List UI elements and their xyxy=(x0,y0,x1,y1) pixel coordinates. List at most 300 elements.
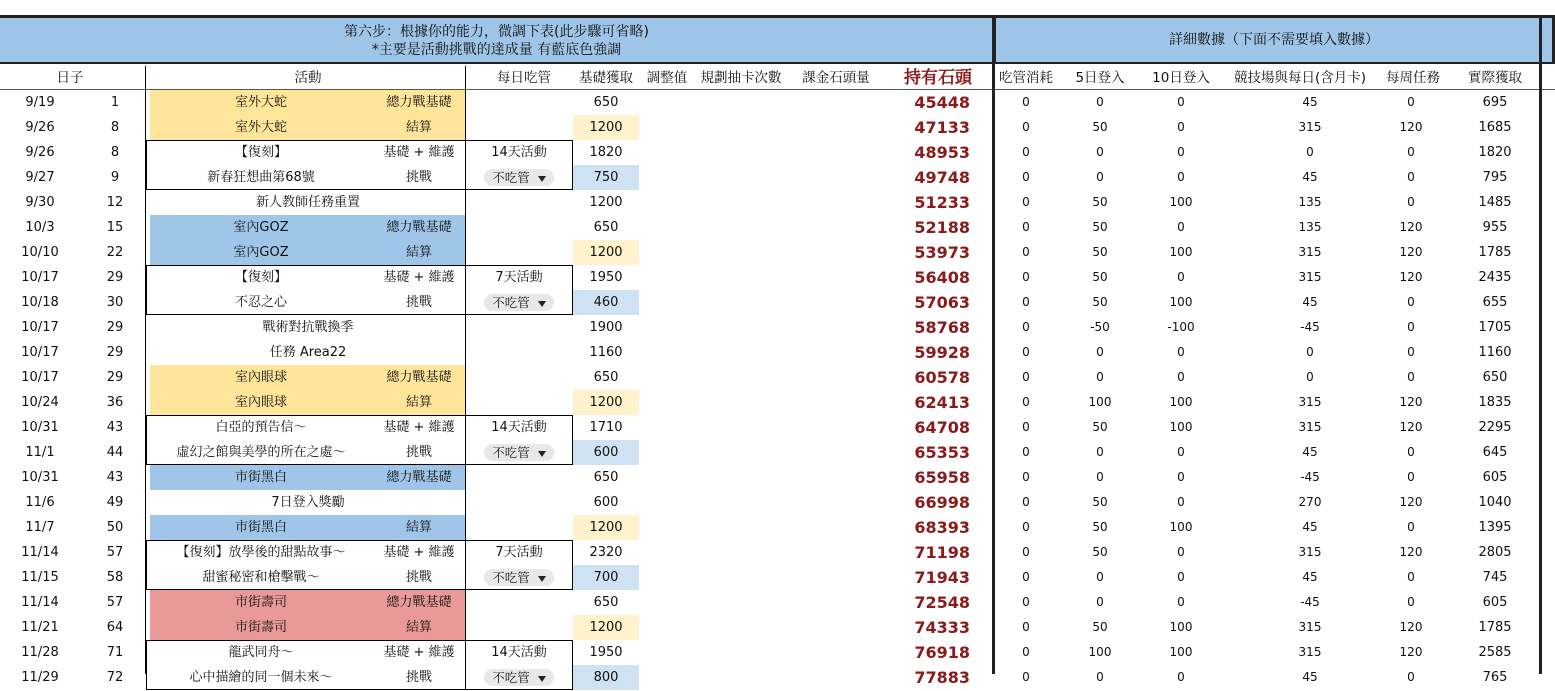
cell-day: 8 xyxy=(110,145,120,160)
cell-date: 11/1 xyxy=(25,445,55,460)
cell-eat-cost: 0 xyxy=(1022,195,1030,209)
header-base: 基礎獲取 xyxy=(579,70,633,86)
cell-actual: 695 xyxy=(1482,95,1508,110)
cell-activity: 市街黑白 xyxy=(150,515,372,540)
table-row xyxy=(0,365,1555,390)
cell-activity: 新人教師任務重置 xyxy=(255,195,360,210)
cell-date: 10/17 xyxy=(21,320,59,335)
cell-login5: 0 xyxy=(1096,595,1104,609)
cell-login10: 100 xyxy=(1169,245,1193,259)
cell-activity: 龍武同舟～ xyxy=(228,645,294,660)
cell-login5: -50 xyxy=(1090,320,1110,334)
table-row xyxy=(0,390,1555,415)
cell-date: 11/14 xyxy=(21,545,59,560)
step-line-2: *主要是活動挑戰的達成量 有藍底色強調 xyxy=(371,42,622,58)
daily-dropdown-value[interactable] xyxy=(484,169,554,186)
table-row xyxy=(0,515,1555,540)
cell-arena-daily: 45 xyxy=(1302,570,1318,584)
cell-arena-daily: 45 xyxy=(1302,295,1318,309)
header-login10: 10日登入 xyxy=(1152,70,1210,86)
cell-eat-cost: 0 xyxy=(1022,295,1030,309)
cell-arena-daily: 0 xyxy=(1306,345,1314,359)
cell-activity: 【復刻】放學後的甜點故事～ xyxy=(176,545,346,560)
cell-eat-cost: 0 xyxy=(1022,270,1030,284)
table-row xyxy=(0,615,1555,640)
cell-base: 650 xyxy=(593,95,619,110)
cell-date: 11/6 xyxy=(25,495,55,510)
table-row xyxy=(0,290,1555,315)
cell-arena-daily: 315 xyxy=(1298,645,1322,659)
cell-activity: 【復刻】 xyxy=(234,270,287,285)
cell-eat-cost: 0 xyxy=(1022,320,1030,334)
cell-weekly: 0 xyxy=(1407,95,1415,109)
header-weekly: 每周任務 xyxy=(1386,70,1440,86)
cell-date: 11/29 xyxy=(21,670,59,685)
cell-actual: 2805 xyxy=(1478,545,1512,560)
cell-login5: 0 xyxy=(1096,670,1104,684)
cell-actual: 645 xyxy=(1482,445,1508,460)
daily-dropdown-value[interactable] xyxy=(484,569,554,586)
cell-held-stones: 53973 xyxy=(914,243,970,262)
table-row xyxy=(0,115,1555,140)
cell-login10: 0 xyxy=(1177,670,1185,684)
cell-arena-daily: 135 xyxy=(1298,220,1322,234)
cell-type: 結算 xyxy=(372,615,466,640)
cell-date: 10/3 xyxy=(25,220,55,235)
cell-login10: 0 xyxy=(1177,595,1185,609)
cell-activity: 市街黑白 xyxy=(150,465,372,490)
cell-arena-daily: 45 xyxy=(1302,670,1318,684)
daily-dropdown-value[interactable] xyxy=(484,294,554,311)
cell-date: 10/17 xyxy=(21,370,59,385)
cell-eat-cost: 0 xyxy=(1022,570,1030,584)
cell-type: 基礎 + 維護 xyxy=(383,645,455,660)
daily-dropdown-label: 不吃管 xyxy=(492,570,530,585)
cell-arena-daily: 315 xyxy=(1298,620,1322,634)
details-title: 詳細數據（下面不需要填入數據） xyxy=(1169,32,1379,48)
cell-login10: 100 xyxy=(1169,520,1193,534)
cell-activity: 室外大蛇 xyxy=(150,115,372,140)
chevron-down-icon xyxy=(538,176,546,182)
header-grid-line xyxy=(465,66,466,90)
cell-login5: 50 xyxy=(1092,420,1108,434)
header-actual: 實際獲取 xyxy=(1468,70,1522,86)
cell-date: 9/26 xyxy=(25,145,55,160)
cell-actual: 1040 xyxy=(1478,495,1512,510)
cell-eat-cost: 0 xyxy=(1022,370,1030,384)
cell-day: 50 xyxy=(106,520,124,535)
cell-type: 挑戰 xyxy=(405,570,432,585)
cell-base: 600 xyxy=(573,440,639,465)
header-login5: 5日登入 xyxy=(1075,70,1125,86)
cell-base: 1200 xyxy=(573,515,639,540)
cell-day: 22 xyxy=(106,245,124,260)
cell-login5: 50 xyxy=(1092,295,1108,309)
cell-type: 總力戰基礎 xyxy=(372,90,466,115)
cell-date: 10/17 xyxy=(21,345,59,360)
cell-weekly: 120 xyxy=(1399,645,1423,659)
cell-day: 12 xyxy=(106,195,124,210)
cell-weekly: 120 xyxy=(1399,220,1423,234)
cell-arena-daily: 315 xyxy=(1298,545,1322,559)
cell-base: 650 xyxy=(593,470,619,485)
cell-activity: 【復刻】 xyxy=(234,145,287,160)
cell-login5: 50 xyxy=(1092,220,1108,234)
header-daily: 每日吃管 xyxy=(497,70,551,86)
daily-dropdown-label: 不吃管 xyxy=(492,670,530,685)
cell-login10: 100 xyxy=(1169,295,1193,309)
grid-line xyxy=(145,90,146,674)
cell-day: 29 xyxy=(106,370,124,385)
table-row xyxy=(0,315,1555,340)
cell-held-stones: 65353 xyxy=(914,443,970,462)
cell-login10: 100 xyxy=(1169,395,1193,409)
daily-dropdown-value[interactable] xyxy=(484,444,554,461)
cell-login5: 0 xyxy=(1096,95,1104,109)
cell-arena-daily: 315 xyxy=(1298,420,1322,434)
cell-weekly: 0 xyxy=(1407,195,1415,209)
daily-dropdown-label: 不吃管 xyxy=(492,170,530,185)
cell-held-stones: 66998 xyxy=(914,493,970,512)
cell-held-stones: 56408 xyxy=(914,268,970,287)
cell-type: 結算 xyxy=(372,390,466,415)
daily-dropdown[interactable] xyxy=(466,440,572,465)
cell-eat-cost: 0 xyxy=(1022,670,1030,684)
cell-login5: 50 xyxy=(1092,195,1108,209)
cell-eat-cost: 0 xyxy=(1022,595,1030,609)
cell-arena-daily: 270 xyxy=(1298,495,1322,509)
cell-arena-daily: 315 xyxy=(1298,245,1322,259)
cell-actual: 955 xyxy=(1482,220,1508,235)
cell-actual: 765 xyxy=(1482,670,1508,685)
cell-eat-cost: 0 xyxy=(1022,520,1030,534)
cell-weekly: 120 xyxy=(1399,245,1423,259)
cell-weekly: 0 xyxy=(1407,670,1415,684)
step-banner-text xyxy=(0,23,993,59)
cell-actual: 655 xyxy=(1482,295,1508,310)
header-arena-daily: 競技場與每日(含月卡) xyxy=(1233,70,1367,86)
cell-actual: 795 xyxy=(1482,170,1508,185)
cell-type: 總力戰基礎 xyxy=(372,215,466,240)
cell-base: 600 xyxy=(593,495,619,510)
daily-dropdown[interactable] xyxy=(466,165,572,190)
cell-weekly: 0 xyxy=(1407,295,1415,309)
cell-arena-daily: 0 xyxy=(1306,370,1314,384)
cell-type: 總力戰基礎 xyxy=(372,465,466,490)
cell-type: 挑戰 xyxy=(405,295,432,310)
cell-weekly: 0 xyxy=(1407,445,1415,459)
table-row xyxy=(0,240,1555,265)
cell-held-stones: 45448 xyxy=(914,93,970,112)
cell-event-duration: 7天活動 xyxy=(495,545,543,560)
cell-login10: 0 xyxy=(1177,470,1185,484)
cell-held-stones: 58768 xyxy=(914,318,970,337)
daily-dropdown[interactable] xyxy=(466,665,572,690)
cell-base: 650 xyxy=(593,370,619,385)
cell-type: 挑戰 xyxy=(405,445,432,460)
cell-activity: 室內GOZ xyxy=(150,215,372,240)
cell-arena-daily: 0 xyxy=(1306,145,1314,159)
table-row xyxy=(0,140,1555,165)
cell-login5: 50 xyxy=(1092,245,1108,259)
cell-activity: 室內眼球 xyxy=(150,390,372,415)
cell-held-stones: 65958 xyxy=(914,468,970,487)
cell-eat-cost: 0 xyxy=(1022,645,1030,659)
cell-held-stones: 59928 xyxy=(914,343,970,362)
daily-dropdown[interactable] xyxy=(466,290,572,315)
cell-weekly: 120 xyxy=(1399,545,1423,559)
cell-login5: 50 xyxy=(1092,545,1108,559)
cell-day: 44 xyxy=(106,445,124,460)
cell-date: 11/7 xyxy=(25,520,55,535)
cell-login10: 0 xyxy=(1177,345,1185,359)
cell-login10: 0 xyxy=(1177,270,1185,284)
cell-login10: 0 xyxy=(1177,570,1185,584)
cell-login5: 0 xyxy=(1096,345,1104,359)
cell-login5: 100 xyxy=(1088,645,1112,659)
cell-held-stones: 49748 xyxy=(914,168,970,187)
table-row xyxy=(0,340,1555,365)
table-row xyxy=(0,90,1555,115)
cell-day: 72 xyxy=(106,670,124,685)
cell-login5: 0 xyxy=(1096,470,1104,484)
cell-eat-cost: 0 xyxy=(1022,495,1030,509)
cell-weekly: 0 xyxy=(1407,595,1415,609)
cell-held-stones: 48953 xyxy=(914,143,970,162)
cell-arena-daily: -45 xyxy=(1300,320,1320,334)
cell-actual: 1685 xyxy=(1478,120,1512,135)
header-held-stones: 持有石頭 xyxy=(904,68,972,88)
cell-weekly: 0 xyxy=(1407,345,1415,359)
cell-held-stones: 52188 xyxy=(914,218,970,237)
cell-weekly: 0 xyxy=(1407,145,1415,159)
cell-day: 43 xyxy=(106,420,124,435)
cell-date: 9/26 xyxy=(25,120,55,135)
cell-date: 11/21 xyxy=(21,620,59,635)
cell-eat-cost: 0 xyxy=(1022,245,1030,259)
cell-held-stones: 72548 xyxy=(914,593,970,612)
cell-activity: 任務 Area22 xyxy=(269,345,347,360)
cell-login5: 0 xyxy=(1096,570,1104,584)
cell-actual: 605 xyxy=(1482,470,1508,485)
table-row xyxy=(0,540,1555,565)
cell-base: 1820 xyxy=(589,145,623,160)
table-row xyxy=(0,465,1555,490)
cell-login10: 0 xyxy=(1177,445,1185,459)
cell-day: 36 xyxy=(106,395,124,410)
cell-actual: 745 xyxy=(1482,570,1508,585)
cell-day: 71 xyxy=(106,645,124,660)
cell-type: 結算 xyxy=(372,115,466,140)
cell-base: 1950 xyxy=(589,270,623,285)
cell-login10: 0 xyxy=(1177,545,1185,559)
daily-dropdown-value[interactable] xyxy=(484,669,554,686)
daily-dropdown[interactable] xyxy=(466,565,572,590)
chevron-down-icon xyxy=(538,676,546,682)
cell-held-stones: 71198 xyxy=(914,543,970,562)
cell-weekly: 0 xyxy=(1407,570,1415,584)
cell-login10: 0 xyxy=(1177,120,1185,134)
cell-login10: 0 xyxy=(1177,95,1185,109)
cell-weekly: 120 xyxy=(1399,120,1423,134)
cell-base: 800 xyxy=(573,665,639,690)
cell-held-stones: 57063 xyxy=(914,293,970,312)
chevron-down-icon xyxy=(538,451,546,457)
header-eat-cost: 吃管消耗 xyxy=(999,70,1053,86)
cell-arena-daily: 45 xyxy=(1302,170,1318,184)
cell-weekly: 120 xyxy=(1399,420,1423,434)
cell-day: 57 xyxy=(106,545,124,560)
cell-arena-daily: -45 xyxy=(1300,595,1320,609)
cell-base: 1950 xyxy=(589,645,623,660)
cell-actual: 1395 xyxy=(1478,520,1512,535)
cell-login10: 0 xyxy=(1177,220,1185,234)
cell-arena-daily: 135 xyxy=(1298,195,1322,209)
cell-base: 1200 xyxy=(573,615,639,640)
cell-actual: 2585 xyxy=(1478,645,1512,660)
cell-type: 基礎 + 維護 xyxy=(383,145,455,160)
cell-day: 29 xyxy=(106,345,124,360)
cell-date: 9/27 xyxy=(25,170,55,185)
cell-held-stones: 71943 xyxy=(914,568,970,587)
cell-actual: 1485 xyxy=(1478,195,1512,210)
table-row xyxy=(0,415,1555,440)
step-banner xyxy=(0,15,993,64)
step-line-1: 第六步：根據你的能力，微調下表(此步驟可省略) xyxy=(344,24,649,40)
cell-type: 基礎 + 維護 xyxy=(383,545,455,560)
cell-login5: 50 xyxy=(1092,520,1108,534)
grid-line xyxy=(465,90,466,674)
cell-type: 挑戰 xyxy=(405,170,432,185)
cell-login10: 100 xyxy=(1169,195,1193,209)
cell-activity: 室外大蛇 xyxy=(150,90,372,115)
cell-login10: 0 xyxy=(1177,145,1185,159)
cell-weekly: 120 xyxy=(1399,495,1423,509)
cell-eat-cost: 0 xyxy=(1022,170,1030,184)
cell-base: 1200 xyxy=(573,240,639,265)
cell-date: 10/31 xyxy=(21,470,59,485)
cell-base: 700 xyxy=(573,565,639,590)
cell-event-duration: 14天活動 xyxy=(491,645,547,660)
cell-actual: 1785 xyxy=(1478,245,1512,260)
cell-base: 1200 xyxy=(573,115,639,140)
cell-login10: 0 xyxy=(1177,170,1185,184)
cell-login10: 100 xyxy=(1169,620,1193,634)
cell-type: 總力戰基礎 xyxy=(372,590,466,615)
cell-actual: 2435 xyxy=(1478,270,1512,285)
chevron-down-icon xyxy=(538,576,546,582)
section-divider xyxy=(992,15,995,674)
cell-date: 10/31 xyxy=(21,420,59,435)
details-banner xyxy=(993,15,1555,64)
cell-activity: 虛幻之館與美學的所在之處～ xyxy=(176,445,346,460)
cell-base: 460 xyxy=(573,290,639,315)
cell-base: 1200 xyxy=(589,195,623,210)
cell-activity: 戰術對抗戰換季 xyxy=(262,320,354,335)
table-row xyxy=(0,265,1555,290)
table-row xyxy=(0,190,1555,215)
cell-activity: 不忍之心 xyxy=(234,295,287,310)
cell-base: 1710 xyxy=(589,420,623,435)
cell-actual: 1160 xyxy=(1478,345,1512,360)
cell-login10: 100 xyxy=(1169,420,1193,434)
cell-type: 結算 xyxy=(372,240,466,265)
cell-event-duration: 7天活動 xyxy=(495,270,543,285)
cell-held-stones: 51233 xyxy=(914,193,970,212)
cell-login5: 0 xyxy=(1096,170,1104,184)
cell-base: 1900 xyxy=(589,320,623,335)
cell-type: 總力戰基礎 xyxy=(372,365,466,390)
cell-base: 650 xyxy=(593,220,619,235)
cell-activity: 7日登入獎勵 xyxy=(271,495,345,510)
cell-login5: 50 xyxy=(1092,270,1108,284)
cell-actual: 650 xyxy=(1482,370,1508,385)
table-row xyxy=(0,565,1555,590)
cell-type: 基礎 + 維護 xyxy=(383,270,455,285)
cell-type: 基礎 + 維護 xyxy=(383,420,455,435)
cell-date: 10/17 xyxy=(21,270,59,285)
cell-base: 650 xyxy=(593,595,619,610)
cell-arena-daily: 45 xyxy=(1302,520,1318,534)
cell-login5: 50 xyxy=(1092,495,1108,509)
cell-arena-daily: 45 xyxy=(1302,445,1318,459)
cell-activity: 室內眼球 xyxy=(150,365,372,390)
cell-day: 15 xyxy=(106,220,124,235)
daily-dropdown-label: 不吃管 xyxy=(492,295,530,310)
cell-login10: -100 xyxy=(1167,320,1195,334)
cell-arena-daily: 45 xyxy=(1302,95,1318,109)
cell-day: 64 xyxy=(106,620,124,635)
cell-type: 挑戰 xyxy=(405,670,432,685)
cell-login10: 100 xyxy=(1169,645,1193,659)
cell-held-stones: 47133 xyxy=(914,118,970,137)
cell-held-stones: 68393 xyxy=(914,518,970,537)
cell-login5: 0 xyxy=(1096,445,1104,459)
cell-eat-cost: 0 xyxy=(1022,345,1030,359)
right-border xyxy=(1539,15,1542,674)
cell-event-duration: 14天活動 xyxy=(491,420,547,435)
cell-actual: 1820 xyxy=(1478,145,1512,160)
cell-day: 43 xyxy=(106,470,124,485)
cell-date: 11/28 xyxy=(21,645,59,660)
cell-day: 58 xyxy=(106,570,124,585)
cell-held-stones: 64708 xyxy=(914,418,970,437)
chevron-down-icon xyxy=(538,301,546,307)
cell-eat-cost: 0 xyxy=(1022,145,1030,159)
cell-day: 29 xyxy=(106,320,124,335)
cell-login5: 0 xyxy=(1096,145,1104,159)
cell-held-stones: 62413 xyxy=(914,393,970,412)
daily-dropdown-label: 不吃管 xyxy=(492,445,530,460)
cell-eat-cost: 0 xyxy=(1022,420,1030,434)
cell-actual: 1705 xyxy=(1478,320,1512,335)
cell-base: 1200 xyxy=(573,390,639,415)
cell-date: 9/30 xyxy=(25,195,55,210)
cell-arena-daily: -45 xyxy=(1300,470,1320,484)
cell-login10: 0 xyxy=(1177,495,1185,509)
cell-base: 750 xyxy=(573,165,639,190)
cell-weekly: 0 xyxy=(1407,520,1415,534)
header-activity: 活動 xyxy=(294,70,322,86)
cell-activity: 市街壽司 xyxy=(150,615,372,640)
cell-day: 1 xyxy=(110,95,120,110)
cell-weekly: 0 xyxy=(1407,170,1415,184)
cell-date: 11/15 xyxy=(21,570,59,585)
cell-weekly: 0 xyxy=(1407,320,1415,334)
cell-actual: 1835 xyxy=(1478,395,1512,410)
cell-actual: 1785 xyxy=(1478,620,1512,635)
table-row xyxy=(0,590,1555,615)
